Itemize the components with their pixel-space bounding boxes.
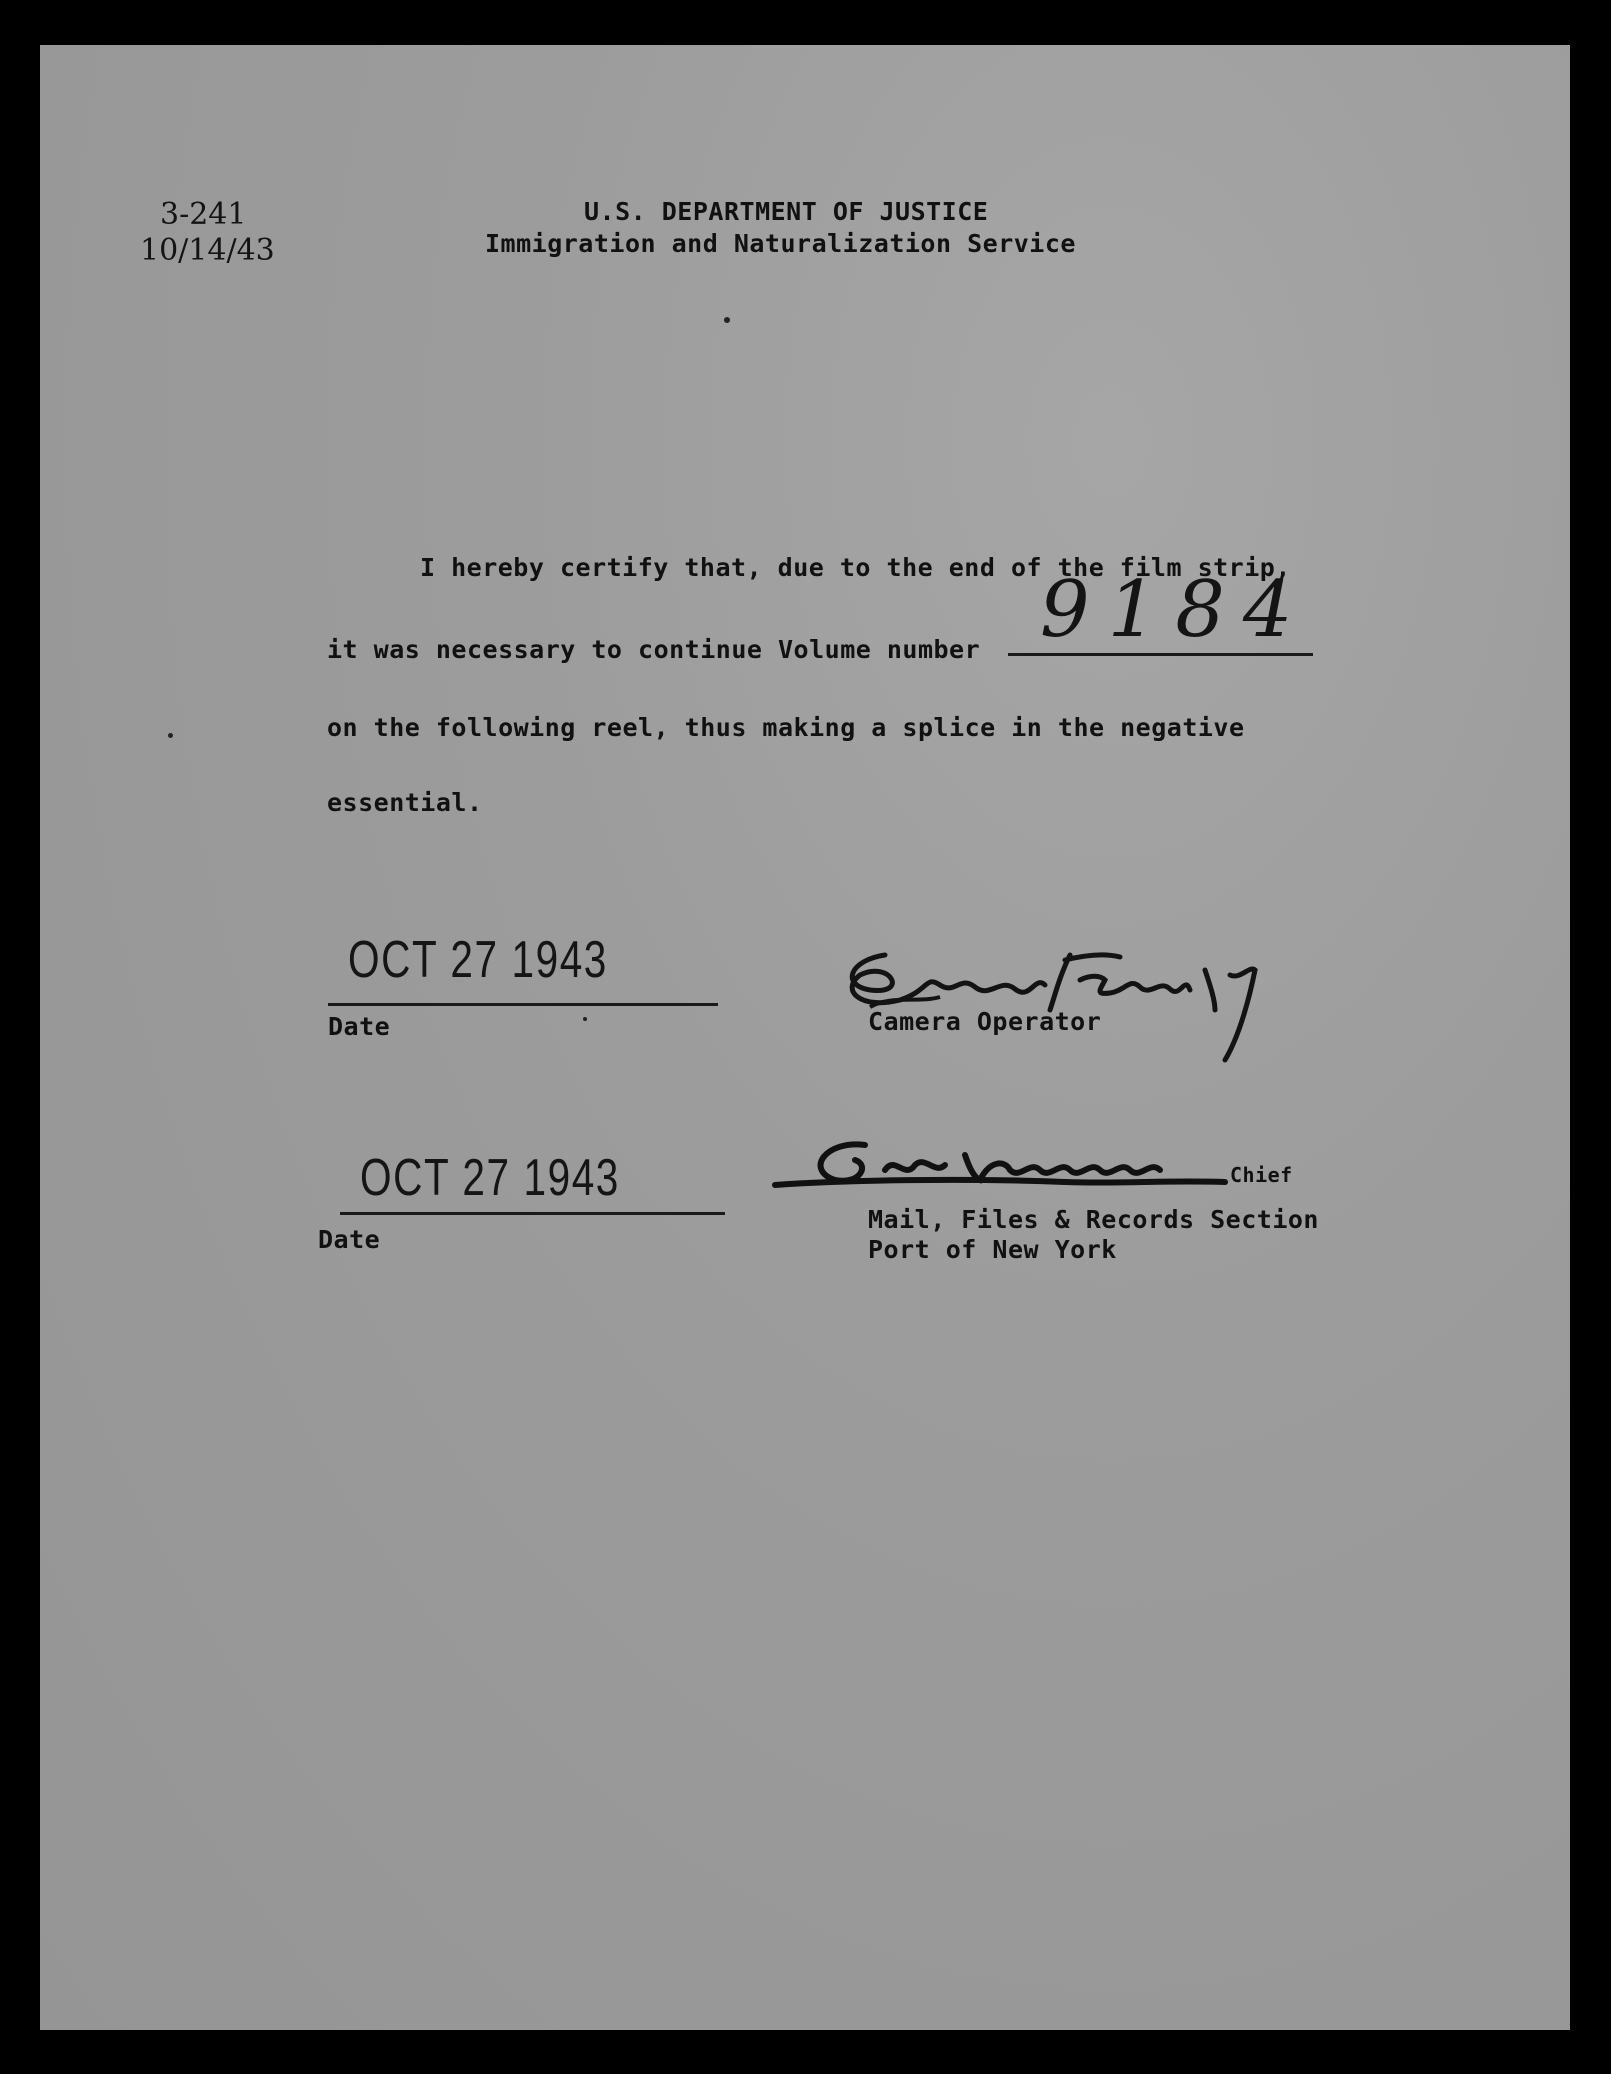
camera-operator-title: Camera Operator [868,1007,1102,1036]
agency-title: U.S. DEPARTMENT OF JUSTICE [584,197,989,226]
document-page [40,45,1570,2030]
chief-title: Chief [1230,1163,1293,1187]
date-stamp-1: OCT 27 1943 [348,931,608,989]
date-stamp-2: OCT 27 1943 [360,1149,620,1207]
volume-number: 9184 [1040,565,1311,655]
form-revision-date: 10/14/43 [140,233,275,268]
date-line-1 [328,1003,718,1006]
date-label-1: Date [328,1012,391,1041]
date-label-2: Date [318,1225,381,1254]
port-name: Port of New York [868,1235,1117,1264]
stray-mark [724,317,730,323]
date-line-2 [340,1212,725,1215]
chief-signature [765,1130,1285,1210]
camera-operator-signature [830,915,1310,1065]
service-subtitle: Immigration and Naturalization Service [485,229,1076,258]
certification-line-2: it was necessary to continue Volume number [327,635,981,664]
stray-mark [583,1017,587,1021]
stray-mark [168,733,173,738]
section-name: Mail, Files & Records Section [868,1205,1319,1234]
form-number: 3-241 [160,197,247,232]
certification-line-3: on the following reel, thus making a splice in the negative [327,713,1245,742]
certification-line-1: I hereby certify that, due to the end of the film strip, [420,553,1291,582]
certification-line-4: essential. [327,788,483,817]
